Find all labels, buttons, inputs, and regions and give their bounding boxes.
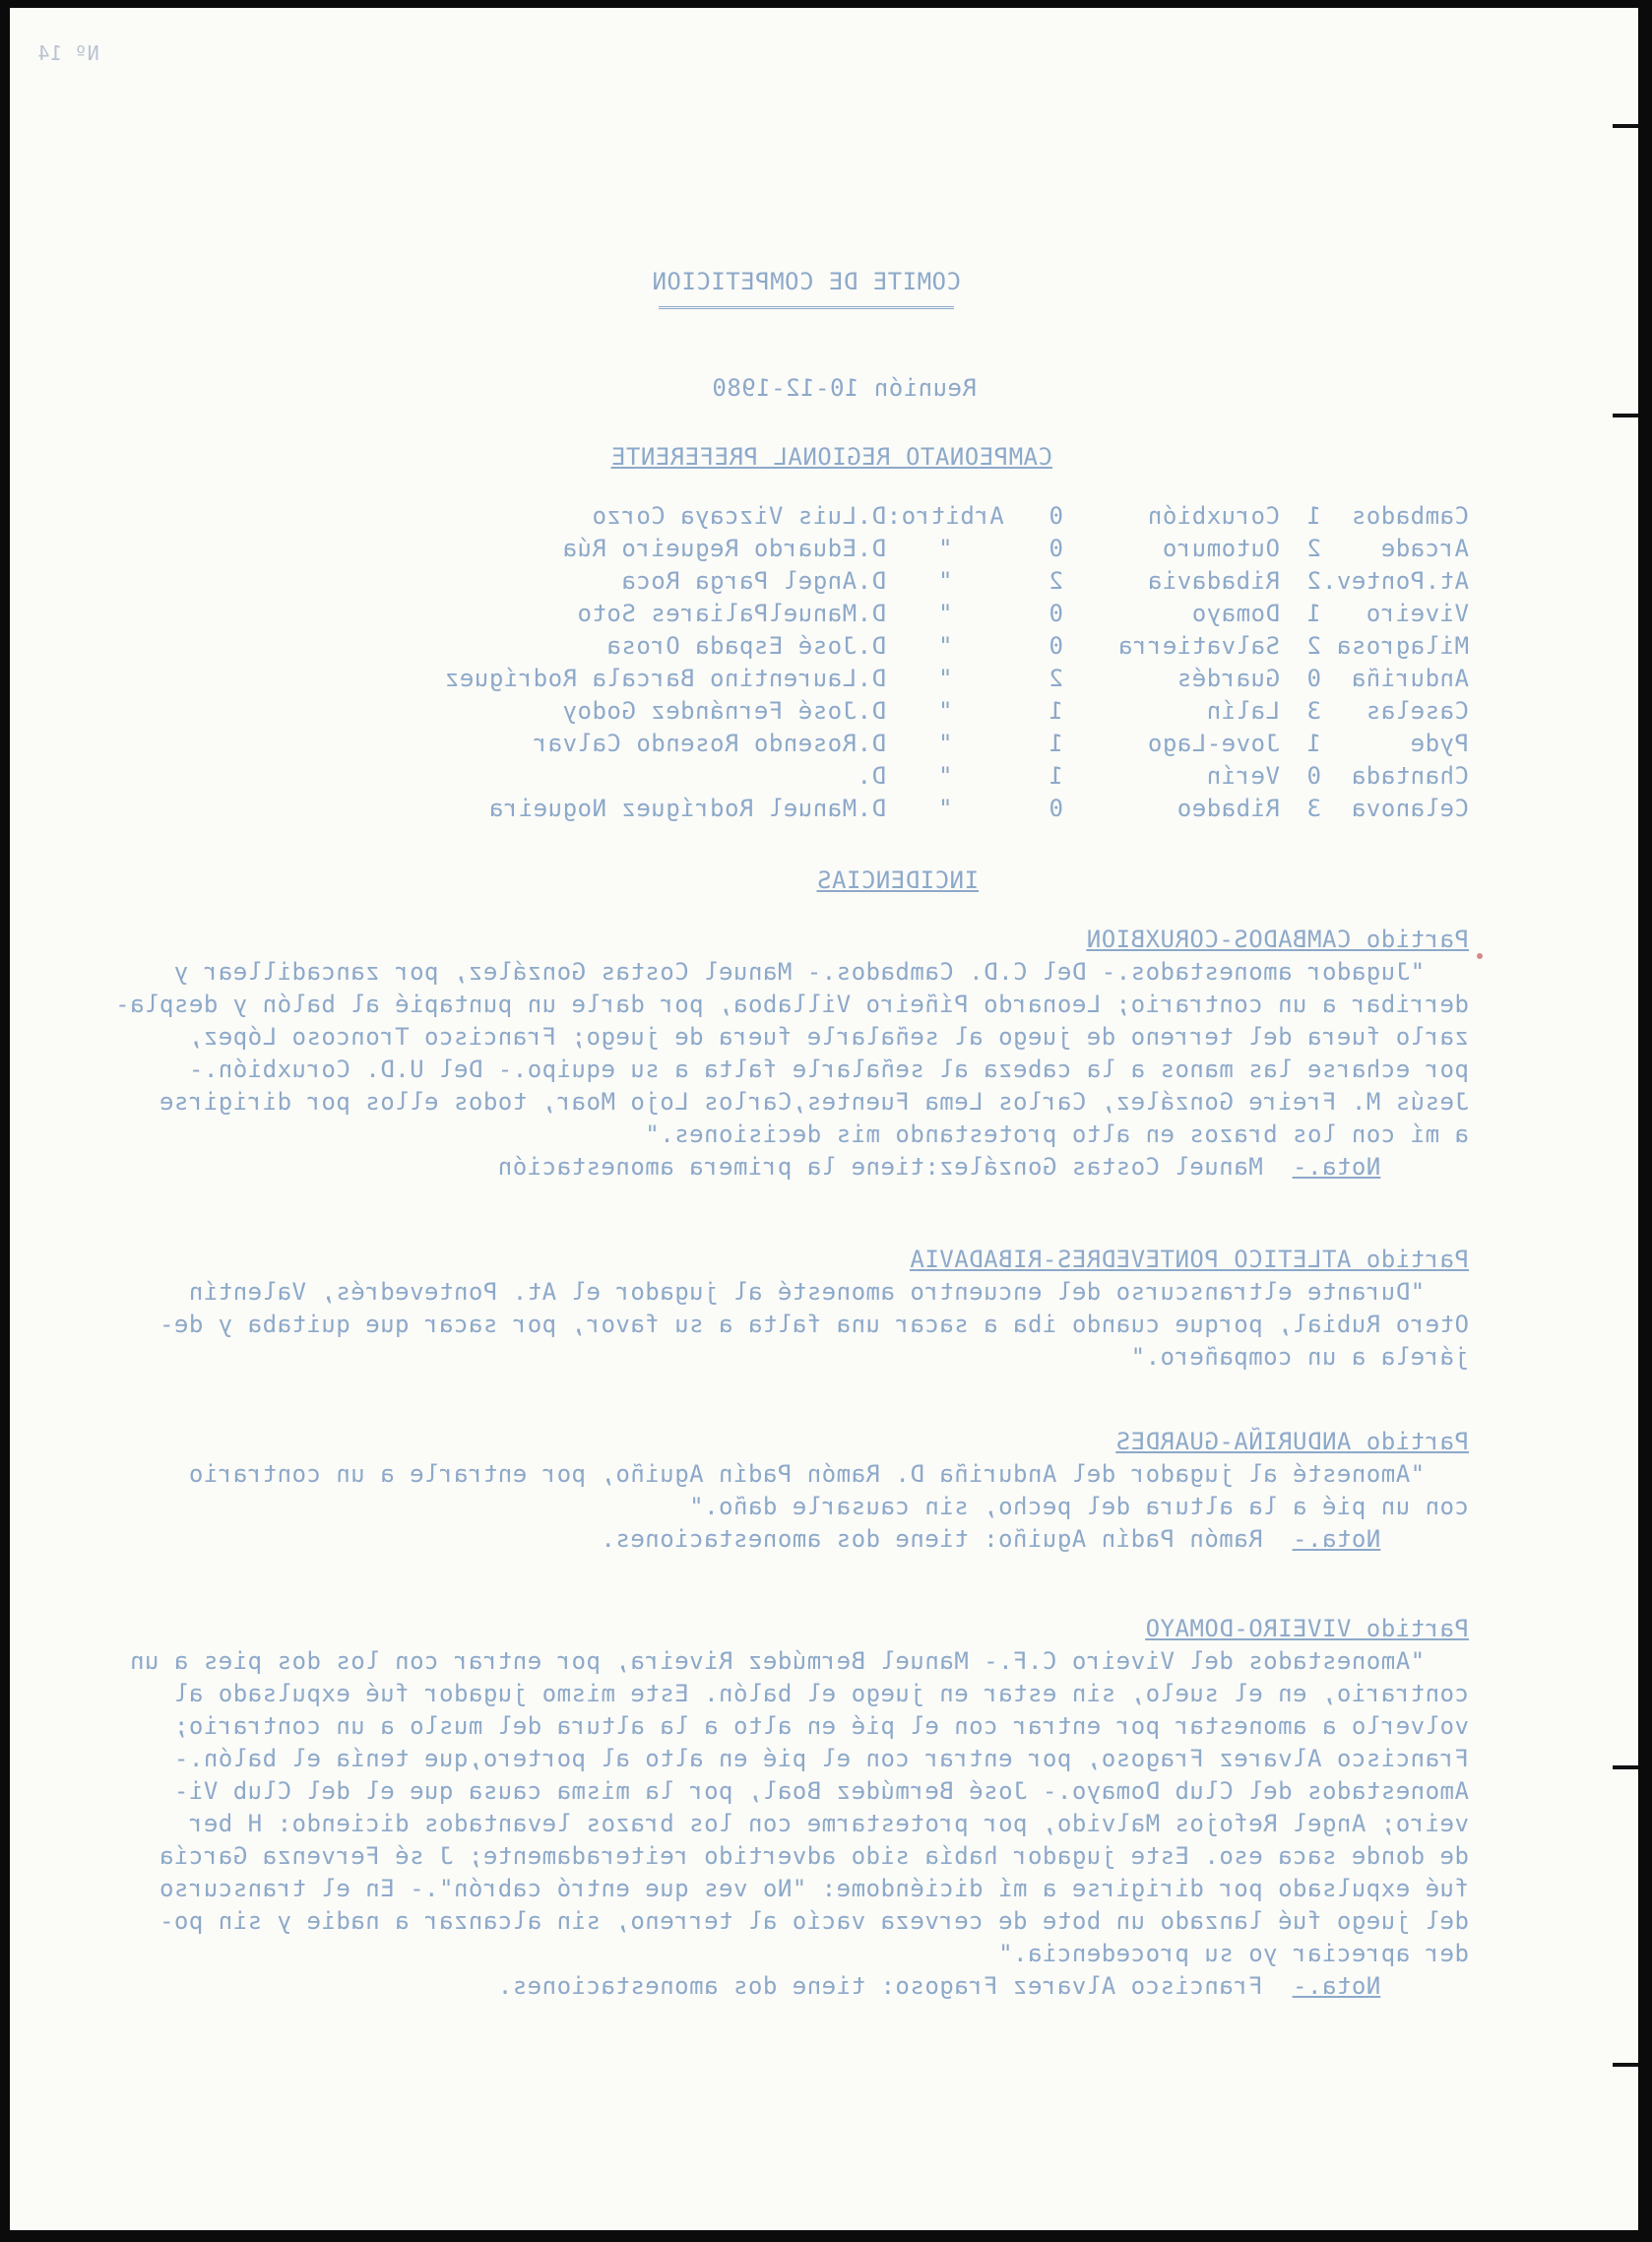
- away-goals: 1: [1048, 697, 1063, 725]
- result-row: [413, 663, 1469, 695]
- incident-line: der apreciar yo su procedencia.": [997, 1940, 1469, 1967]
- incident-title: Partido ATLETICO PONTEVEDRES-RIBADAVIA: [909, 1246, 1469, 1273]
- home-team: Celanova: [1351, 795, 1469, 822]
- referee-marker: ": [937, 535, 953, 562]
- home-team: Anduriña: [1351, 665, 1469, 692]
- binder-mark: [1613, 414, 1638, 417]
- incident-note: [10, 1151, 1469, 1184]
- results-table: [413, 500, 1469, 825]
- page-number: Nº 14: [37, 41, 99, 65]
- incident-line: Amonestados del Club Domayo.- José Bermúdez Boal, por la misma causa que el del Club Vi-: [173, 1777, 1469, 1805]
- home-team: Viveiro: [1366, 600, 1469, 627]
- referee-marker: ": [937, 665, 953, 692]
- title-double-underline: [659, 300, 954, 309]
- home-goals: 1: [1306, 502, 1321, 530]
- referee-name: D.Manuel Rodríguez Nogueira: [488, 795, 886, 822]
- mirrored-show-through-text: [10, 8, 1638, 2230]
- away-team: Verín: [1206, 762, 1280, 790]
- incident-line: "Durante eltranscurso del encuentro amonesté al jugador el At. Pontevedrés, Valentín: [188, 1278, 1469, 1306]
- referee-name: D.Eduardo Regueiro Rúa: [562, 535, 886, 562]
- incident-title: Partido ANDURIÑA-GUARDES: [1115, 1428, 1469, 1455]
- home-goals: 2: [1306, 567, 1321, 595]
- referee-marker: ": [937, 730, 953, 757]
- away-team: Ribadeo: [1176, 795, 1280, 822]
- incidents-heading: INCIDENCIAS: [816, 866, 979, 894]
- nota-label: Nota.-: [1292, 1972, 1381, 2000]
- incident-line: "Amonestados del Viveiro C.F.- Manuel Bermúdez Riveira, por entrar con los dos pies a un: [129, 1647, 1469, 1675]
- incident-line: Jesús M. Freire González, Carlos Lema Fuentes,Carlos Lojo Moar, todos ellos por dirigirse: [159, 1088, 1469, 1116]
- result-row: [413, 533, 1469, 565]
- incident-note: [10, 1523, 1469, 1556]
- referee-marker: ": [937, 762, 953, 790]
- binder-mark: [1613, 124, 1638, 128]
- away-goals: 2: [1048, 567, 1063, 595]
- referee-name: D.Rosendo Rosendo Calvar: [533, 730, 886, 757]
- referee-name: D.ManuelPaliares Soto: [577, 600, 886, 627]
- result-row: [413, 793, 1469, 825]
- home-team: At.Pontev.: [1321, 567, 1469, 595]
- document-page: [10, 8, 1638, 2230]
- incident-line: veiro; Angel Refojos Malvido, por protestarme con los brazos levantados diciendo: H ber: [188, 1810, 1469, 1837]
- away-goals: 1: [1048, 730, 1063, 757]
- incident-section: [10, 1244, 1469, 1374]
- referee-name: D.: [857, 762, 886, 790]
- home-goals: 1: [1306, 600, 1321, 627]
- referee-name: D.José Espada Orosa: [605, 632, 886, 660]
- away-goals: 2: [1048, 665, 1063, 692]
- referee-marker: ": [937, 600, 953, 627]
- incident-line: zarlo fuera del terreno de juego al señalarle fuera de juego; Francisco Troncoso López,: [188, 1023, 1469, 1051]
- binder-mark: [1613, 2063, 1638, 2067]
- nota-text: Manuel Costas González:tiene la primera amonestación: [497, 1153, 1293, 1181]
- result-row: [413, 500, 1469, 533]
- home-team: Chantada: [1351, 762, 1469, 790]
- ink-spot: [1477, 953, 1483, 959]
- incident-section: [10, 1613, 1469, 2003]
- away-team: Coruxbión: [1147, 502, 1280, 530]
- referee-name: D.Luis Vizcaya Corzo: [592, 502, 886, 530]
- incident-line: "Jugador amonestados.- Del C.D. Cambados.- Manuel Costas González, por zancadillear y: [173, 958, 1469, 986]
- incident-line: volverlo a amonestar por entrar con el pié en alto a la altura del muslo a un contrario;: [173, 1712, 1469, 1740]
- home-goals: 0: [1306, 665, 1321, 692]
- away-goals: 0: [1048, 795, 1063, 822]
- away-goals: 0: [1048, 600, 1063, 627]
- referee-marker: Arbitro:: [886, 502, 1004, 530]
- home-goals: 0: [1306, 762, 1321, 790]
- result-row: [413, 760, 1469, 793]
- incident-note: [10, 1970, 1469, 2003]
- incident-section: [10, 1426, 1469, 1556]
- result-row: [413, 598, 1469, 630]
- incident-line: contrario, en el suelo, sin estar en juego el balón. Este mismo jugador fué expulsado al: [173, 1680, 1469, 1707]
- referee-name: D.José Fernández Godoy: [562, 697, 886, 725]
- home-goals: 2: [1306, 535, 1321, 562]
- championship-title: CAMPEONATO REGIONAL PREFERENTE: [610, 443, 1052, 471]
- away-team: Ribadavia: [1147, 567, 1280, 595]
- nota-text: Ramón Padín Aguiño: tiene dos amonestaciones.: [600, 1525, 1293, 1553]
- referee-marker: ": [937, 567, 953, 595]
- committee-title: COMITE DE COMPETICION: [652, 268, 961, 295]
- home-team: Caselas: [1366, 697, 1469, 725]
- referee-marker: ": [937, 795, 953, 822]
- referee-name: D.Laurentino Barcala Rodríguez: [444, 665, 886, 692]
- home-goals: 3: [1306, 697, 1321, 725]
- result-row: [413, 630, 1469, 663]
- home-team: Pyde: [1410, 730, 1469, 757]
- away-goals: 0: [1048, 535, 1063, 562]
- away-team: Domayo: [1191, 600, 1280, 627]
- document-header: [629, 266, 984, 309]
- binder-mark: [1613, 1765, 1638, 1769]
- incident-line: "Amonesté al jugador del Anduriña D. Ramón Padín Aguiño, por entrarle a un contrario: [188, 1460, 1469, 1488]
- away-team: Lalín: [1206, 697, 1280, 725]
- nota-label: Nota.-: [1292, 1153, 1381, 1181]
- home-goals: 3: [1306, 795, 1321, 822]
- home-team: Cambados: [1351, 502, 1469, 530]
- incident-line: Otero Rubial, porque cuando iba a sacar una falta a su favor, por sacar que quitaba y de-: [159, 1311, 1469, 1338]
- incident-title: Partido CAMBADOS-CORUXBION: [1086, 926, 1469, 953]
- referee-marker: ": [937, 632, 953, 660]
- away-goals: 1: [1048, 762, 1063, 790]
- incident-line: fué expulsado por dirigirse a mí diciéndome: "No ves que entró cabrón".- En el transcurso: [159, 1875, 1469, 1902]
- home-goals: 1: [1306, 730, 1321, 757]
- incident-line: derribar a un contrario; Leonardo Píñeiro Villaboa, por darle un puntapié al balón y despla-: [114, 991, 1469, 1018]
- incident-line: járela a un compañero.": [1130, 1343, 1469, 1371]
- away-goals: 0: [1048, 632, 1063, 660]
- nota-label: Nota.-: [1292, 1525, 1381, 1553]
- result-row: [413, 728, 1469, 760]
- home-team: Arcade: [1380, 535, 1469, 562]
- incident-line: por echarse las manos a la cabeza al señalarle falta a su equipo.- Del U.D. Coruxbión.-: [188, 1056, 1469, 1083]
- home-team: Milagrosa: [1336, 632, 1469, 660]
- away-goals: 0: [1048, 502, 1063, 530]
- incident-line: del juego fué lanzado un bote de cerveza vacío al terreno, sin alcanzar a nadie y sin po-: [159, 1907, 1469, 1935]
- away-team: Guardés: [1176, 665, 1280, 692]
- incident-title: Partido VIVEIRO-DOMAYO: [1145, 1615, 1469, 1642]
- referee-name: D.Angel Parga Roca: [620, 567, 886, 595]
- home-goals: 2: [1306, 632, 1321, 660]
- incident-line: a mí con los brazos en alto protestando mis decisiones.": [644, 1121, 1469, 1148]
- away-team: Salvatierra: [1117, 632, 1280, 660]
- incident-line: de donde saca eso. Este jugador había sido advertido reiteradamente; J sé Fervenza García: [159, 1842, 1469, 1870]
- incident-section: [10, 924, 1469, 1184]
- result-row: [413, 695, 1469, 728]
- result-row: [413, 565, 1469, 598]
- incident-line: con un pié a la altura del pecho, sin causarle daño.": [688, 1493, 1469, 1520]
- meeting-date: Reunión 10-12-1980: [711, 374, 977, 402]
- referee-marker: ": [937, 697, 953, 725]
- incident-line: Francisco Alvarez Fragoso, por entrar con el pié en alto al portero,que tenía el balón.-: [173, 1745, 1469, 1772]
- away-team: Jove-Lago: [1147, 730, 1280, 757]
- nota-text: Francisco Alvarez Fragoso: tiene dos amonestaciones.: [497, 1972, 1293, 2000]
- away-team: Outomuro: [1162, 535, 1280, 562]
